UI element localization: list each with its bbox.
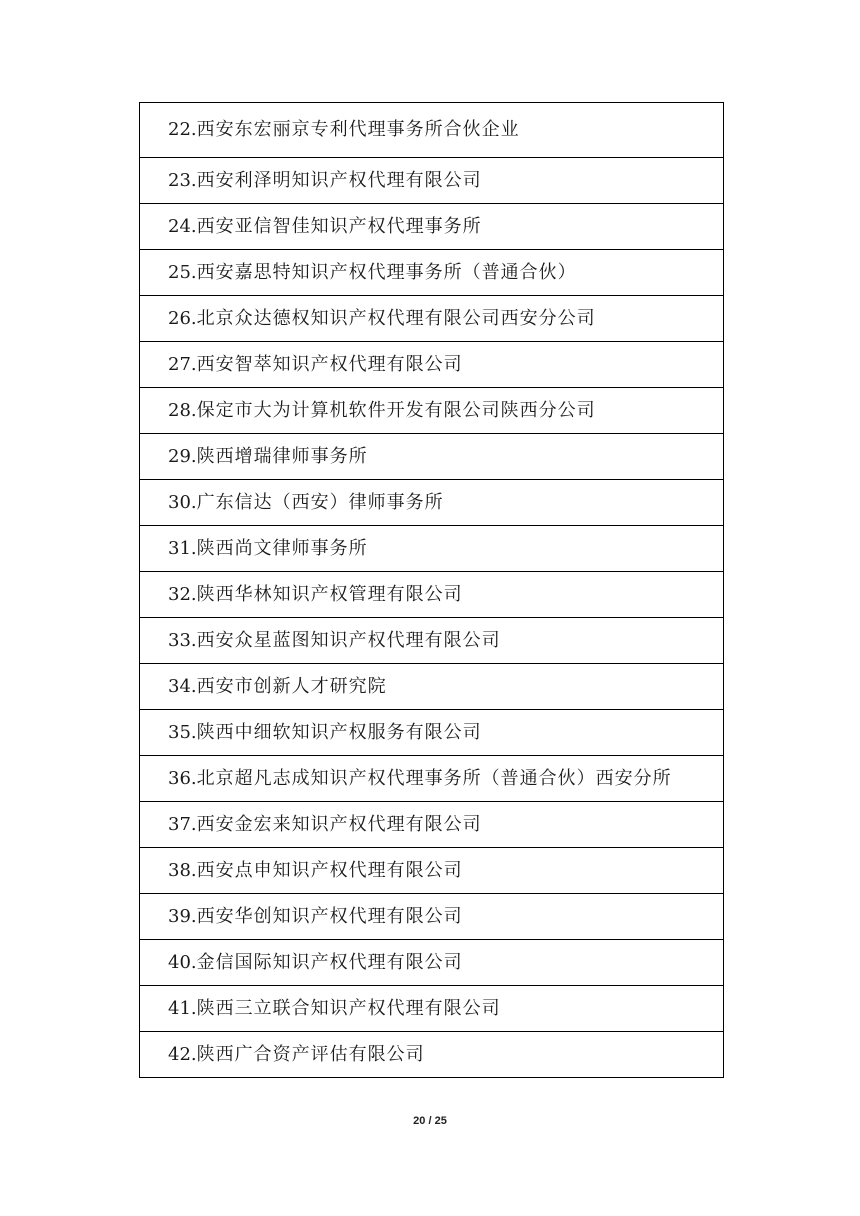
list-item (140, 848, 724, 894)
table-row (140, 802, 724, 848)
item-number: 28. (168, 399, 197, 421)
item-name: 西安利泽明知识产权代理有限公司 (196, 169, 482, 191)
table-row (140, 572, 724, 618)
item-number: 33. (168, 629, 197, 651)
item-number: 35. (168, 721, 197, 743)
organization-list-table (139, 102, 724, 1078)
list-item (140, 986, 724, 1032)
item-name: 西安智萃知识产权代理有限公司 (196, 353, 463, 375)
list-item (140, 342, 724, 388)
table-row (140, 434, 724, 480)
item-number: 24. (168, 215, 197, 237)
item-name: 陕西中细软知识产权服务有限公司 (196, 721, 482, 743)
item-number: 31. (168, 537, 197, 559)
item-number: 23. (168, 169, 197, 191)
table-row (140, 848, 724, 894)
table-row (140, 940, 724, 986)
list-item (140, 940, 724, 986)
item-name: 西安华创知识产权代理有限公司 (196, 905, 463, 927)
item-name: 陕西增瑞律师事务所 (196, 445, 368, 467)
item-number: 29. (168, 445, 197, 467)
item-name: 北京众达德权知识产权代理有限公司西安分公司 (196, 307, 596, 329)
table-row (140, 296, 724, 342)
list-item (140, 756, 724, 802)
table-row (140, 480, 724, 526)
list-item (140, 204, 724, 250)
item-number: 37. (168, 813, 197, 835)
item-name: 陕西尚文律师事务所 (196, 537, 368, 559)
table-row (140, 388, 724, 434)
list-item (140, 388, 724, 434)
table-row (140, 526, 724, 572)
list-item (140, 572, 724, 618)
item-name: 西安亚信智佳知识产权代理事务所 (196, 215, 482, 237)
item-number: 27. (168, 353, 197, 375)
table-row (140, 618, 724, 664)
list-item (140, 434, 724, 480)
list-item (140, 526, 724, 572)
item-name: 西安嘉思特知识产权代理事务所（普通合伙） (196, 261, 577, 283)
item-number: 39. (168, 905, 197, 927)
item-name: 金信国际知识产权代理有限公司 (196, 951, 463, 973)
item-number: 36. (168, 767, 197, 789)
item-name: 陕西广合资产评估有限公司 (196, 1043, 425, 1065)
list-item (140, 296, 724, 342)
list-item (140, 710, 724, 756)
list-item (140, 158, 724, 204)
item-number: 22. (168, 119, 197, 140)
item-number: 38. (168, 859, 197, 881)
item-number: 34. (168, 675, 197, 697)
table-row (140, 894, 724, 940)
item-name: 西安东宏丽京专利代理事务所合伙企业 (196, 119, 520, 140)
list-item (140, 1032, 724, 1078)
table-row (140, 103, 724, 158)
table-row (140, 986, 724, 1032)
page-number: 20 / 25 (413, 1115, 447, 1127)
item-number: 40. (168, 951, 197, 973)
item-name: 西安金宏来知识产权代理有限公司 (196, 813, 482, 835)
list-item (140, 894, 724, 940)
table-row (140, 710, 724, 756)
item-name: 西安市创新人才研究院 (196, 675, 387, 697)
item-name: 北京超凡志成知识产权代理事务所（普通合伙）西安分所 (196, 767, 672, 789)
table-row (140, 250, 724, 296)
table-row (140, 664, 724, 710)
table-row (140, 158, 724, 204)
table-row (140, 1032, 724, 1078)
list-item (140, 618, 724, 664)
item-name: 陕西三立联合知识产权代理有限公司 (196, 997, 501, 1019)
table-row (140, 342, 724, 388)
list-item (140, 664, 724, 710)
item-name: 西安点申知识产权代理有限公司 (196, 859, 463, 881)
item-name: 保定市大为计算机软件开发有限公司陕西分公司 (196, 399, 596, 421)
list-item (140, 480, 724, 526)
list-item (140, 250, 724, 296)
item-number: 32. (168, 583, 197, 605)
item-number: 26. (168, 307, 197, 329)
item-number: 41. (168, 997, 197, 1019)
item-number: 25. (168, 261, 197, 283)
list-item (140, 103, 724, 158)
item-name: 西安众星蓝图知识产权代理有限公司 (196, 629, 501, 651)
table-row (140, 756, 724, 802)
list-item (140, 802, 724, 848)
table-row (140, 204, 724, 250)
item-name: 广东信达（西安）律师事务所 (196, 491, 444, 513)
item-number: 30. (168, 491, 197, 513)
item-number: 42. (168, 1043, 197, 1065)
item-name: 陕西华林知识产权管理有限公司 (196, 583, 463, 605)
